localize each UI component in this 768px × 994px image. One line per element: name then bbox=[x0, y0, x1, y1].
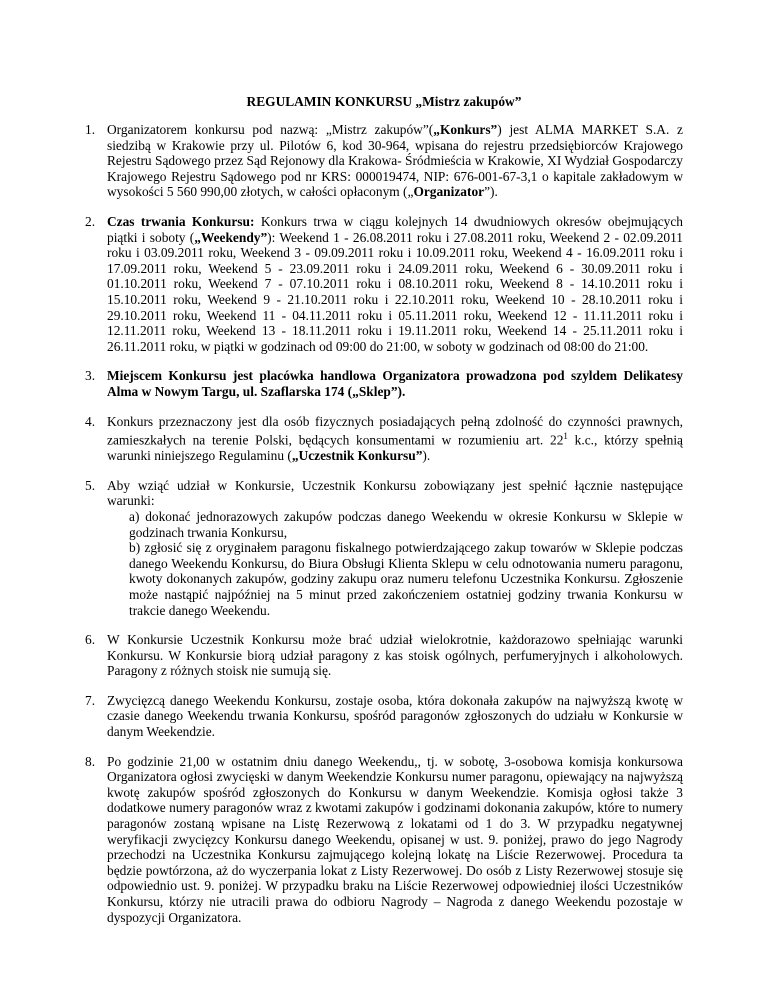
rule-number: 5. bbox=[85, 477, 96, 493]
rule-bold-term: „Konkurs” bbox=[433, 122, 498, 137]
rule-bold-term: „Uczestnik Konkursu” bbox=[291, 448, 423, 464]
rule-text: k.c., którzy spełnią warunki niniejszego Regulaminu ( bbox=[107, 432, 683, 464]
rule-text: ”). bbox=[484, 184, 498, 200]
rule-text: Zwycięzcą danego Weekendu Konkursu, zostaje osoba, która dokonała zakupów na najwyższą kwotę w czasie danego Weekendu trwania Konkursu, spośród paragonów zgłoszonych do udziału w Konkursie w danym Weekendzie. bbox=[107, 692, 683, 740]
rule-text: ) jest ALMA MARKET S.A. z siedzibą w Krakowie przy ul. Pilotów 6, kod 30-964, wpisana do rejestru przedsiębiorców Krajowego Rejestru Sądowego przez Sąd Rejonowy dla Krakowa- Śródmieścia w Krakowie, XI Wydział Gospodarczy Krajowego Rejestru Sądowego pod nr KRS: 000019474, NIP: 676-001-67-3,1 o kapitale zakładowym w wysokości 5 560 990,00 złotych, w całości opłaconym („ bbox=[107, 122, 683, 200]
rule-bold-term: Czas trwania Konkursu: bbox=[107, 213, 255, 229]
rule-number: 6. bbox=[85, 632, 96, 648]
document-title: REGULAMIN KONKURSU „Mistrz zakupów” bbox=[246, 94, 522, 109]
rule-number: 7. bbox=[85, 692, 96, 708]
rule-item-7 bbox=[85, 693, 683, 740]
rule-item-5 bbox=[85, 478, 683, 618]
footnote-superscript: 1 bbox=[563, 431, 568, 442]
rule-text: ): Weekend 1 - 26.08.2011 roku i 27.08.2011 roku, Weekend 2 - 02.09.2011 roku i 03.09.2011 roku, Weekend 3 - 09.09.2011 roku i 10.09.2011 roku, Weekend 4 - 16.09.2011 roku i 17.09.2011 roku, Weekend 5 - 23.09.2011 roku i 24.09.2011 roku, Weekend 6 - 30.09.2011 roku i 01.10.2011 roku, Weekend 7 - 07.10.2011 roku i 08.10.2011 roku, Weekend 8 - 14.10.2011 roku i 15.10.2011 roku, Weekend 9 - 21.10.2011 roku i 22.10.2011 roku, Weekend 10 - 28.10.2011 roku i 29.10.2011 roku, Weekend 11 - 04.11.2011 roku i 05.11.2011 roku, Weekend 12 - 11.11.2011 roku i 12.11.2011 roku, Weekend 13 - 18.11.2011 roku i 19.11.2011 roku, Weekend 14 - 25.11.2011 roku i 26.11.2011 roku, w piątki w godzinach od 09:00 do 21:00, w soboty w godzinach od 08:00 do 21:00. bbox=[107, 229, 683, 354]
rule-number: 1. bbox=[85, 122, 96, 137]
rule-subpoint-a: a) dokonać jednorazowych zakupów podczas danego Weekendu w okresie Konkursu w Sklepie w godzinach trwania Konkursu, bbox=[129, 508, 683, 540]
rule-text: W Konkursie Uczestnik Konkursu może brać udział wielokrotnie, każdorazowo spełniając warunki Konkursu. W Konkursie biorą udział paragony z kas stoisk ogólnych, perfumeryjnych i alkoholowych. Paragony z różnych stoisk nie sumują się. bbox=[107, 632, 683, 679]
rule-text: Konkurs trwa w ciągu kolejnych 14 dwudniowych okresów obejmujących piątki i soboty ( bbox=[107, 213, 683, 245]
rule-item-6 bbox=[85, 632, 683, 679]
rule-text: Aby wziąć udział w Konkursie, Uczestnik Konkursu zobowiązany jest spełnić łącznie następujące warunki: bbox=[107, 477, 683, 509]
rule-number: 3. bbox=[85, 368, 96, 384]
rule-subpoint-b: b) zgłosić się z oryginałem paragonu fiskalnego potwierdzającego zakup towarów w Sklepie podczas danego Weekendu Konkursu, do Biura Obsługi Klienta Sklepu w celu odnotowania numeru paragonu, kwoty dokonanych zakupów, godziny zakupu oraz numeru telefonu Uczestnika Konkursu. Zgłoszenie może nastąpić najpóźniej na 5 minut przed zakończeniem ostatniej godziny trwania Konkursu w trakcie danego Weekendu. bbox=[129, 540, 683, 618]
rule-text: ). bbox=[422, 448, 431, 464]
rule-bold-term: Miejscem Konkursu jest placówka handlowa Organizatora prowadzona pod szyldem Delikatesy Alma w Nowym Targu, ul. Szaflarska 174 („Sklep”). bbox=[107, 368, 683, 399]
rule-text: Organizatorem konkursu pod nazwą: „Mistrz zakupów”( bbox=[107, 122, 434, 137]
rule-item-2 bbox=[85, 214, 683, 354]
rule-item-1 bbox=[85, 122, 683, 200]
rule-text: Po godzinie 21,00 w ostatnim dniu danego Weekendu,, tj. w sobotę, 3-osobowa komisja konkursowa Organizatora ogłosi zwycięski w danym Weekendzie Konkursu numer paragonu, opiewający na najwyższą kwotę zakupów spośród zgłoszonych do Konkursu w danym Weekendzie. Komisja ogłosi także 3 dodatkowe numery paragonów wraz z kwotami zakupów i godzinami dokonania zakupów, które to numery paragonów zostaną wpisane na Listę Rezerwową z lokatami od 1 do 3. W przypadku negatywnej weryfikacji zwycięzcy Konkursu danego Weekendu, opisanej w ust. 9. poniżej, prawo do jego Nagrody przechodzi na Uczestnika Konkursu zajmującego kolejną lokatę na Liście Rezerwowej. Procedura ta będzie powtórzona, aż do wyczerpania lokat z Listy Rezerwowej. Do osób z Listy Rezerwowej stosuje się odpowiednio ust. 9. poniżej. W przypadku braku na Liście Rezerwowej odpowiedniej ilości Uczestników Konkursu, którzy nie utracili prawa do odbioru Nagrody – Nagroda z danego Weekendu pozostaje w dyspozycji Organizatora. bbox=[107, 753, 683, 925]
rule-bold-term: Organizator bbox=[413, 184, 485, 200]
rule-text: Konkurs przeznaczony jest dla osób fizycznych posiadających pełną zdolność do czynności prawnych, zamieszkałych na terenie Polski, będących konsumentami w rozumieniu art. 22 bbox=[107, 413, 683, 448]
rule-item-3 bbox=[85, 368, 683, 399]
rule-item-4 bbox=[85, 414, 683, 464]
rule-number: 4. bbox=[85, 413, 96, 429]
rule-item-8 bbox=[85, 754, 683, 926]
rule-number: 8. bbox=[85, 753, 96, 769]
rule-number: 2. bbox=[85, 213, 96, 229]
rules-list bbox=[85, 122, 683, 939]
rule-bold-term: „Weekendy” bbox=[194, 229, 268, 245]
